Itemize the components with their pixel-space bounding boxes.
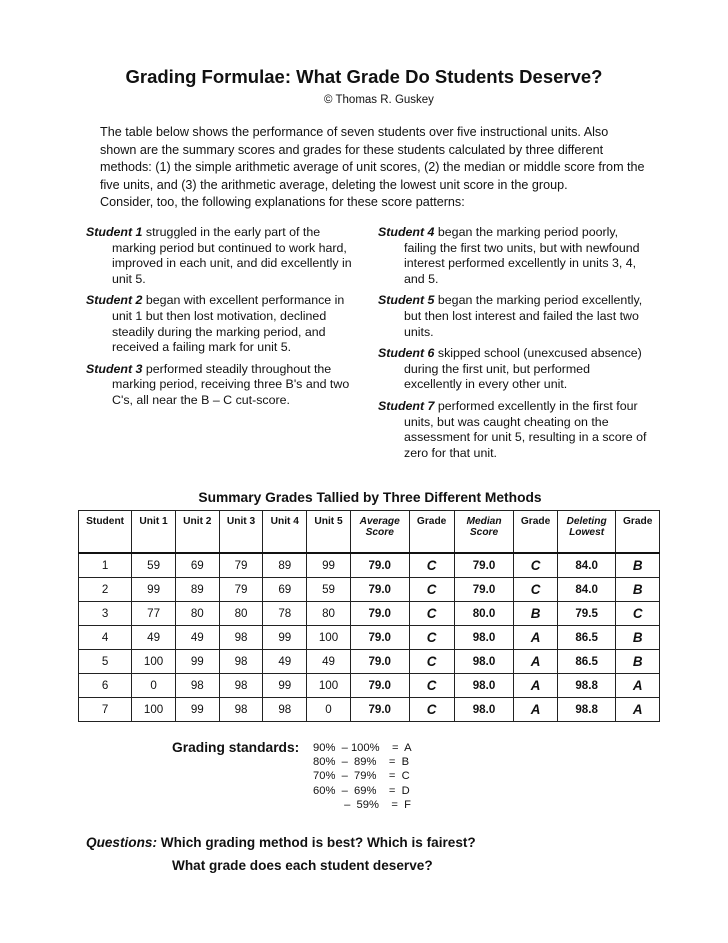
table-cell: 100 — [132, 650, 176, 674]
standard-line: 80% – 89% = B — [313, 756, 410, 769]
table-cell: A — [616, 698, 660, 722]
table-cell: 84.0 — [557, 553, 616, 578]
table-cell: 49 — [307, 650, 351, 674]
table-cell: 99 — [307, 553, 351, 578]
table-cell: 79.0 — [350, 578, 409, 602]
table-cell: 77 — [132, 602, 176, 626]
table-cell: 98 — [175, 674, 219, 698]
table-cell: B — [616, 578, 660, 602]
table-cell: 69 — [263, 578, 307, 602]
table-cell: 99 — [263, 626, 307, 650]
table-cell: 2 — [79, 578, 132, 602]
table-cell: 98 — [219, 674, 263, 698]
table-cell: A — [514, 626, 557, 650]
table-cell: 99 — [263, 674, 307, 698]
table-header-row — [79, 511, 660, 554]
col-header: Unit 2 — [175, 511, 219, 554]
table-cell: 100 — [307, 626, 351, 650]
standard-line: 70% – 79% = C — [313, 770, 410, 783]
table-cell: 59 — [307, 578, 351, 602]
col-header: Unit 3 — [219, 511, 263, 554]
table-cell: 98 — [219, 650, 263, 674]
table-cell: B — [616, 553, 660, 578]
table-cell: 80 — [175, 602, 219, 626]
table-row — [79, 626, 660, 650]
student-explanation: Student 3 performed steadily throughout the marking period, receiving three B's and two C's, all near the B – C cut-score. — [86, 361, 350, 407]
table-cell: 0 — [132, 674, 176, 698]
table-cell: 79.0 — [350, 602, 409, 626]
table-cell: C — [409, 674, 454, 698]
table-row — [79, 553, 660, 578]
student-explanations-left — [86, 225, 361, 415]
table-cell: 100 — [132, 698, 176, 722]
student-explanation: Student 1 struggled in the early part of the marking period but continued to work hard, improved in each unit, and did excellently in unit 5. — [86, 225, 352, 286]
student-explanation: Student 6 skipped school (unexcused absence) during the first unit, but performed excellently in every other unit. — [378, 346, 642, 392]
table-cell: 79.0 — [350, 650, 409, 674]
table-cell: C — [616, 602, 660, 626]
table-cell: 69 — [175, 553, 219, 578]
table-cell: 99 — [132, 578, 176, 602]
intro-paragraph: The table below shows the performance of seven students over five instructional units. Also shown are the summary scores and grades for these students calculated by three different methods: (1) the simple arithmetic average of unit scores, (2) the median or middle score from the five units, and (3) the arithmetic average, deleting the lowest unit score in the group. — [100, 125, 645, 192]
standard-line: 60% – 69% = D — [313, 784, 410, 797]
table-cell: 99 — [175, 698, 219, 722]
table-cell: A — [616, 674, 660, 698]
student-explanation: Student 5 began the marking period excellently, but then lost interest and failed the last two units. — [378, 293, 643, 339]
questions-line-2: What grade does each student deserve? — [172, 858, 433, 873]
col-header: Unit 4 — [263, 511, 307, 554]
student-explanation: Student 4 began the marking period poorly, failing the first two units, but with newfound interest performed excellently in units 3, 4, and 5. — [378, 225, 640, 286]
student-explanation: Student 2 began with excellent performance in unit 1 but then lost motivation, declined steadily during the marking period, and received a failing mark for unit 5. — [86, 293, 345, 355]
table-cell: 98 — [219, 698, 263, 722]
table-cell: 79.0 — [350, 553, 409, 578]
table-row — [79, 650, 660, 674]
table-cell: 89 — [263, 553, 307, 578]
table-cell: 100 — [307, 674, 351, 698]
table-cell: 79 — [219, 553, 263, 578]
table-cell: 80 — [307, 602, 351, 626]
col-header: Median Score — [454, 511, 514, 554]
table-cell: 98.0 — [454, 698, 514, 722]
table-cell: 98.8 — [557, 698, 616, 722]
col-header: Grade — [616, 511, 660, 554]
table-cell: 79.0 — [454, 553, 514, 578]
col-header: Unit 5 — [307, 511, 351, 554]
table-cell: B — [616, 650, 660, 674]
table-cell: 49 — [175, 626, 219, 650]
table-cell: B — [514, 602, 557, 626]
table-cell: C — [409, 602, 454, 626]
table-row — [79, 698, 660, 722]
table-cell: 78 — [263, 602, 307, 626]
col-header: Deleting Lowest — [557, 511, 616, 554]
table-cell: 3 — [79, 602, 132, 626]
table-cell: 49 — [132, 626, 176, 650]
table-cell: A — [514, 698, 557, 722]
table-cell: 5 — [79, 650, 132, 674]
table-row — [79, 578, 660, 602]
table-cell: C — [409, 626, 454, 650]
student-explanations-right — [378, 225, 648, 467]
table-cell: 98.0 — [454, 674, 514, 698]
table-title: Summary Grades Tallied by Three Different Methods — [198, 490, 542, 505]
table-cell: C — [514, 553, 557, 578]
grading-standards-label: Grading standards: — [172, 740, 300, 755]
table-cell: 7 — [79, 698, 132, 722]
table-cell: 98.0 — [454, 626, 514, 650]
intro-text — [86, 124, 646, 212]
table-cell: 59 — [132, 553, 176, 578]
table-row — [79, 602, 660, 626]
table-cell: 79 — [219, 578, 263, 602]
table-cell: 89 — [175, 578, 219, 602]
page-title: Grading Formulae: What Grade Do Students Deserve? — [125, 66, 603, 87]
table-cell: C — [409, 698, 454, 722]
grades-table — [78, 510, 660, 722]
table-cell: 98.8 — [557, 674, 616, 698]
author-line: © Thomas R. Guskey — [324, 94, 434, 106]
student-explanation: Student 7 performed excellently in the first four units, but was caught cheating on the assessment for unit 5, resulting in a score of zero for that unit. — [378, 398, 647, 460]
table-cell: B — [616, 626, 660, 650]
table-cell: 79.0 — [350, 626, 409, 650]
intro-paragraph: Consider, too, the following explanations for these score patterns: — [100, 195, 465, 210]
table-cell: C — [409, 578, 454, 602]
table-cell: 86.5 — [557, 626, 616, 650]
table-cell: 49 — [263, 650, 307, 674]
table-cell: 80 — [219, 602, 263, 626]
table-cell: 98 — [263, 698, 307, 722]
table-cell: 0 — [307, 698, 351, 722]
standard-line: – 59% = F — [313, 798, 411, 811]
col-header: Unit 1 — [132, 511, 176, 554]
table-cell: A — [514, 650, 557, 674]
table-cell: 99 — [175, 650, 219, 674]
grading-standards-list — [313, 741, 412, 812]
table-cell: 98.0 — [454, 650, 514, 674]
table-row — [79, 674, 660, 698]
table-cell: C — [514, 578, 557, 602]
table-cell: 79.0 — [350, 698, 409, 722]
table-cell: 6 — [79, 674, 132, 698]
table-cell: A — [514, 674, 557, 698]
table-cell: 86.5 — [557, 650, 616, 674]
col-header: Student — [79, 511, 132, 554]
col-header: Grade — [409, 511, 454, 554]
table-cell: 98 — [219, 626, 263, 650]
table-cell: 79.0 — [350, 674, 409, 698]
table-cell: C — [409, 553, 454, 578]
standard-line: 90% – 100% = A — [313, 742, 412, 754]
table-cell: 84.0 — [557, 578, 616, 602]
col-header: Grade — [514, 511, 557, 554]
col-header: Average Score — [350, 511, 409, 554]
table-cell: 4 — [79, 626, 132, 650]
table-cell: 79.5 — [557, 602, 616, 626]
table-cell: C — [409, 650, 454, 674]
table-cell: 80.0 — [454, 602, 514, 626]
table-cell: 1 — [79, 553, 132, 578]
questions-line: Questions: Which grading method is best? Which is fairest? — [86, 835, 476, 850]
table-cell: 79.0 — [454, 578, 514, 602]
